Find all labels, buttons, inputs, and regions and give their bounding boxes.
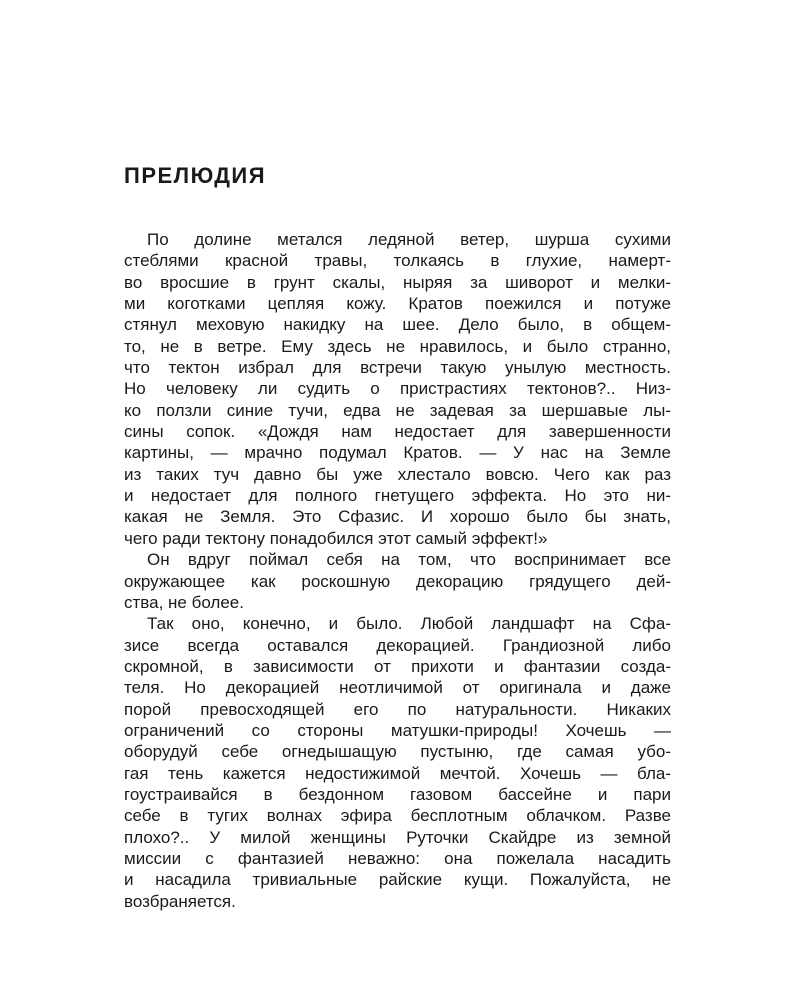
text-line: По долине метался ледяной ветер, шурша сухими bbox=[147, 230, 671, 249]
text-line: ограничений со стороны матушки-природы! Хочешь — bbox=[124, 720, 671, 740]
text-line: гоустраивайся в бездонном газовом бассейне и пари bbox=[124, 784, 671, 804]
text-line: сины сопок. «Дождя нам недостает для завершенности bbox=[124, 422, 671, 442]
text-line: что тектон избрал для встречи такую унылую местность. bbox=[124, 358, 671, 378]
text-line: Но человеку ли судить о пристрастиях тектонов?.. Низ- bbox=[124, 379, 671, 399]
text-line: стеблями красной травы, толкаясь в глухие, намерт- bbox=[124, 251, 671, 271]
text-line: себе в тугих волнах эфира бесплотным облачком. Разве bbox=[124, 806, 671, 826]
text-line: гая тень кажется недостижимой мечтой. Хочешь — бла- bbox=[124, 763, 671, 783]
text-line: и недостает для полного гнетущего эффекта. Но это ни- bbox=[124, 486, 671, 506]
text-line: окружающее как роскошную декорацию грядущего дей- bbox=[124, 571, 671, 591]
text-line: порой превосходящей его по натуральности. Никаких bbox=[124, 699, 671, 719]
text-line: и насадила тривиальные райские кущи. Пожалуйста, не bbox=[124, 870, 671, 890]
text-line: Он вдруг поймал себя на том, что воспринимает все bbox=[147, 550, 671, 570]
body-text bbox=[124, 229, 671, 912]
text-line: ства, не более. bbox=[124, 592, 244, 612]
text-line: миссии с фантазией неважно: она пожелала насадить bbox=[124, 848, 671, 868]
text-line: какая не Земля. Это Сфазис. И хорошо было бы знать, bbox=[124, 507, 671, 527]
text-line: Так оно, конечно, и было. Любой ландшафт на Сфа- bbox=[147, 614, 671, 634]
text-line: чего ради тектону понадобился этот самый эффект!» bbox=[124, 528, 548, 548]
text-line: возбраняется. bbox=[124, 891, 236, 911]
text-line: теля. Но декорацией неотличимой от оригинала и даже bbox=[124, 678, 671, 698]
text-line: плохо?.. У милой женщины Руточки Скайдре из земной bbox=[124, 827, 671, 847]
text-line: из таких туч давно бы уже хлестало вовсю. Чего как раз bbox=[124, 464, 671, 484]
chapter-title: ПРЕЛЮДИЯ bbox=[124, 163, 267, 188]
text-line: картины, — мрачно подумал Кратов. — У нас на Земле bbox=[124, 443, 671, 463]
text-line: зисе всегда оставался декорацией. Грандиозной либо bbox=[124, 635, 671, 655]
text-line: ко ползли синие тучи, едва не задевая за шершавые лы- bbox=[124, 400, 671, 420]
text-line: стянул меховую накидку на шее. Дело было, в общем- bbox=[124, 315, 671, 335]
text-line: ми коготками цепляя кожу. Кратов поежился и потуже bbox=[124, 294, 671, 314]
text-line: скромной, в зависимости от прихоти и фантазии созда- bbox=[124, 656, 671, 676]
text-line: во вросшие в грунт скалы, ныряя за шиворот и мелки- bbox=[124, 272, 671, 292]
text-line: то, не в ветре. Ему здесь не нравилось, и было странно, bbox=[124, 336, 671, 356]
text-line: оборудуй себе огнедышащую пустыню, где самая убо- bbox=[124, 742, 671, 762]
